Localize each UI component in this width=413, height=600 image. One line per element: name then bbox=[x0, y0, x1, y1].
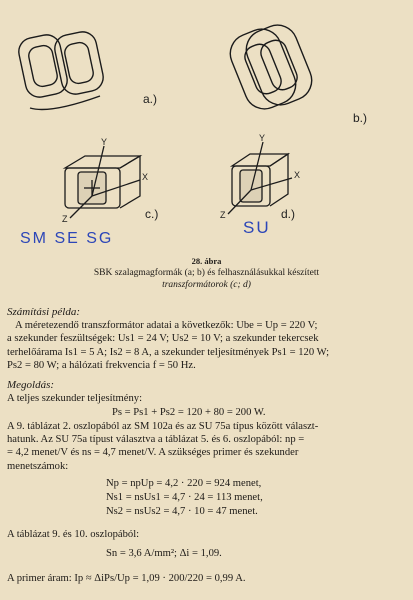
label-a: a.) bbox=[143, 92, 158, 106]
example-section bbox=[7, 306, 407, 372]
solution-line-3: hatunk. Az SU 75a típust választva a táblázat 5. és 6. oszlopából: np = bbox=[7, 434, 305, 446]
example-line-2: a szekunder feszültségek: Us1 = 24 V; Us2 = 10 V; a szekunder tekercsek bbox=[7, 333, 319, 345]
example-line-3: terhelőárama Is1 = 5 A; Is2 = 8 A, a szekunder teljesítmények Ps1 = 120 W; bbox=[7, 346, 330, 358]
equation-primary-turns: Np = npUp = 4,2 · 220 = 924 menet, bbox=[106, 478, 262, 489]
solution-line-4: = 4,2 menet/V és ns = 4,7 menet/V. A szükséges primer és szekunder bbox=[7, 447, 299, 459]
solution-paragraph bbox=[7, 420, 407, 473]
solution-line-6: A táblázat 9. és 10. oszlopából: bbox=[7, 529, 140, 540]
label-c: c.) bbox=[145, 207, 159, 221]
core-a-drawing bbox=[16, 29, 106, 109]
equation-secondary-2-turns: Ns2 = nsUs2 = 4,7 · 10 = 47 menet. bbox=[106, 506, 258, 517]
solution-heading: Megoldás: bbox=[7, 379, 55, 391]
equation-total-power: Ps = Ps1 + Ps2 = 120 + 80 = 200 W. bbox=[112, 407, 266, 418]
figure-28 bbox=[0, 0, 413, 255]
core-b-drawing bbox=[224, 19, 317, 115]
axis-y-label-c: Y bbox=[101, 137, 108, 147]
equation-current-density: Sn = 3,6 A/mm²; Δi = 1,09. bbox=[106, 548, 222, 559]
solution-line-6-wrap bbox=[7, 528, 407, 541]
figure-caption-line-2: transzformátorok (c; d) bbox=[162, 280, 251, 290]
solution-line-7: A primer áram: Ip ≈ ΔiPs/Up = 1,09 · 200/220 = 0,99 A. bbox=[7, 573, 246, 584]
label-d: d.) bbox=[281, 207, 296, 221]
axis-z-label-c: Z bbox=[62, 214, 68, 224]
solution-line-1: A teljes szekunder teljesítmény: bbox=[7, 393, 143, 405]
example-line-4: Ps2 = 80 W; a hálózati frekvencia f = 50 Hz. bbox=[7, 359, 196, 371]
transformer-c-drawing bbox=[65, 146, 140, 218]
handwritten-note-left: SM SE SG bbox=[20, 230, 114, 247]
solution-line-5: menetszámok: bbox=[7, 460, 69, 472]
solution-section bbox=[7, 379, 407, 405]
solution-line-2: A 9. táblázat 2. oszlopából az SM 102a és az SU 75a típus között választ- bbox=[7, 421, 319, 432]
axis-x-label-d: X bbox=[294, 170, 301, 180]
solution-line-7-wrap bbox=[7, 572, 407, 585]
axis-z-label-d: Z bbox=[220, 210, 226, 220]
figure-caption bbox=[40, 267, 373, 291]
axis-x-label-c: X bbox=[142, 172, 149, 182]
axis-y-label-d: Y bbox=[259, 133, 266, 143]
example-line-1: A méretezendő transzformátor adatai a következők: Ube = Up = 220 V; bbox=[15, 320, 318, 332]
figure-caption-line-1: SBK szalagmagformák (a; b) és felhasználásukkal készített bbox=[93, 268, 320, 278]
transformer-d-drawing bbox=[228, 142, 292, 214]
equation-secondary-1-turns: Ns1 = nsUs1 = 4,7 · 24 = 113 menet, bbox=[106, 492, 263, 503]
handwritten-note-right: SU bbox=[243, 218, 271, 237]
figure-caption-title: 28. ábra bbox=[191, 256, 222, 266]
example-heading: Számítási példa: bbox=[7, 306, 81, 318]
label-b: b.) bbox=[353, 111, 368, 125]
